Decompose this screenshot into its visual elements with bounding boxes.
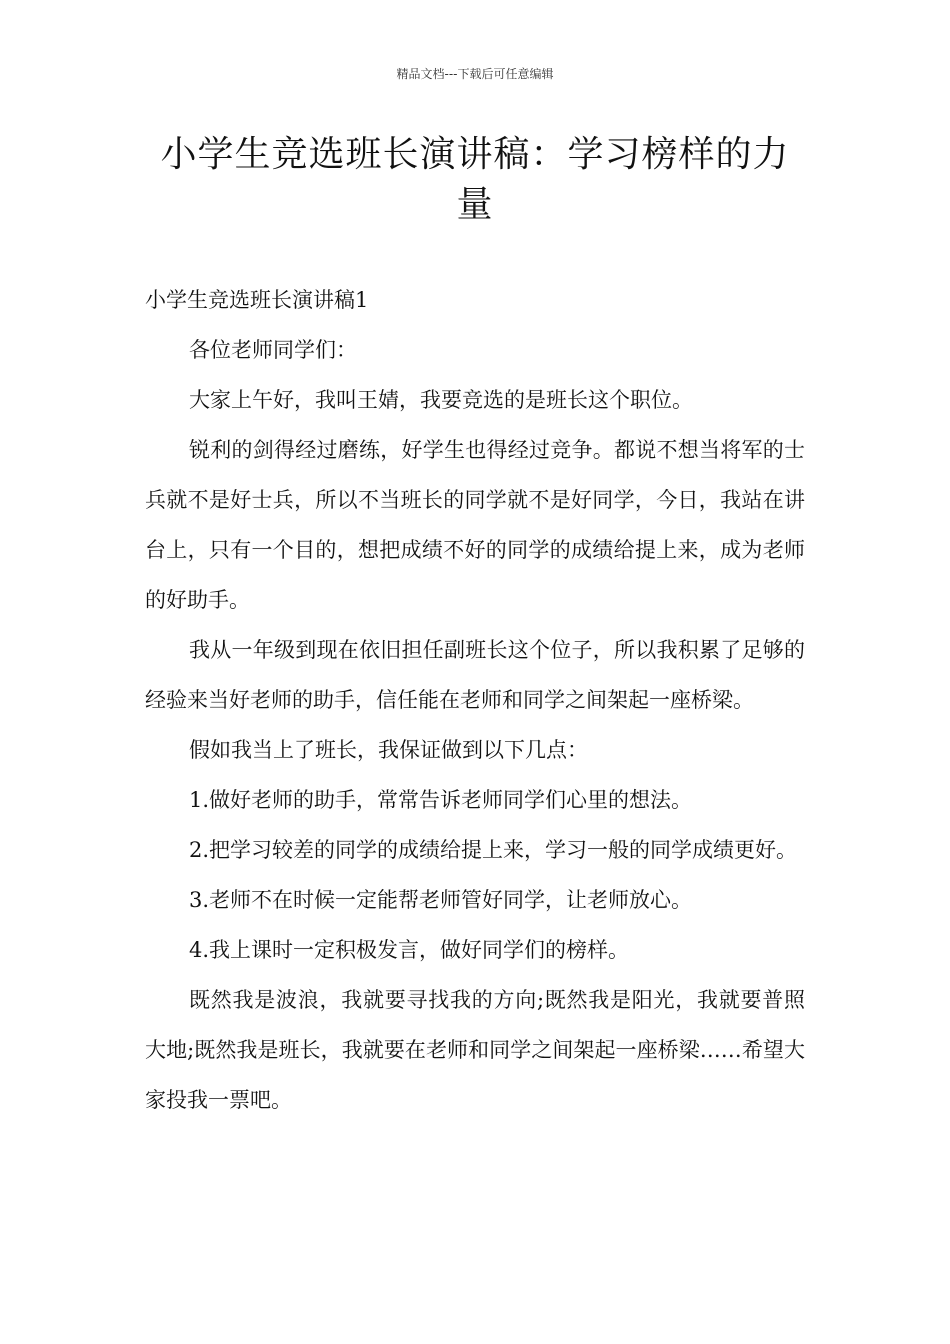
paragraph-experience: 我从一年级到现在依旧担任副班长这个位子，所以我积累了足够的经验来当好老师的助手，信任能在老师和同学之间架起一座桥梁。 — [145, 638, 805, 712]
paragraph-motivation: 锐利的剑得经过磨练，好学生也得经过竞争。都说不想当将军的士兵就不是好士兵，所以不当班长的同学就不是好同学，今日，我站在讲台上，只有一个目的，想把成绩不好的同学的成绩给提上来，成为老师的好助手。 — [145, 438, 805, 612]
document-body — [145, 275, 805, 1125]
section-heading: 小学生竞选班长演讲稿1 — [145, 288, 369, 312]
list-item-1: 1.做好老师的助手，常常告诉老师同学们心里的想法。 — [189, 788, 693, 812]
paragraph-promise-intro: 假如我当上了班长，我保证做到以下几点： — [189, 738, 588, 762]
paragraph-introduction: 大家上午好，我叫王婧，我要竞选的是班长这个职位。 — [189, 388, 693, 412]
paragraph-closing: 既然我是波浪，我就要寻找我的方向;既然我是阳光，我就要普照大地;既然我是班长，我就要在老师和同学之间架起一座桥梁……希望大家投我一票吧。 — [145, 988, 805, 1112]
list-item-3: 3.老师不在时候一定能帮老师管好同学，让老师放心。 — [189, 888, 693, 912]
header-note: 精品文档---下载后可任意编辑 — [396, 67, 554, 81]
list-item-2: 2.把学习较差的同学的成绩给提上来，学习一般的同学成绩更好。 — [189, 838, 798, 862]
document-title: 小学生竞选班长演讲稿：学习榜样的力量 — [160, 134, 790, 225]
paragraph-greeting: 各位老师同学们： — [189, 338, 357, 362]
list-item-4: 4.我上课时一定积极发言，做好同学们的榜样。 — [189, 938, 630, 962]
